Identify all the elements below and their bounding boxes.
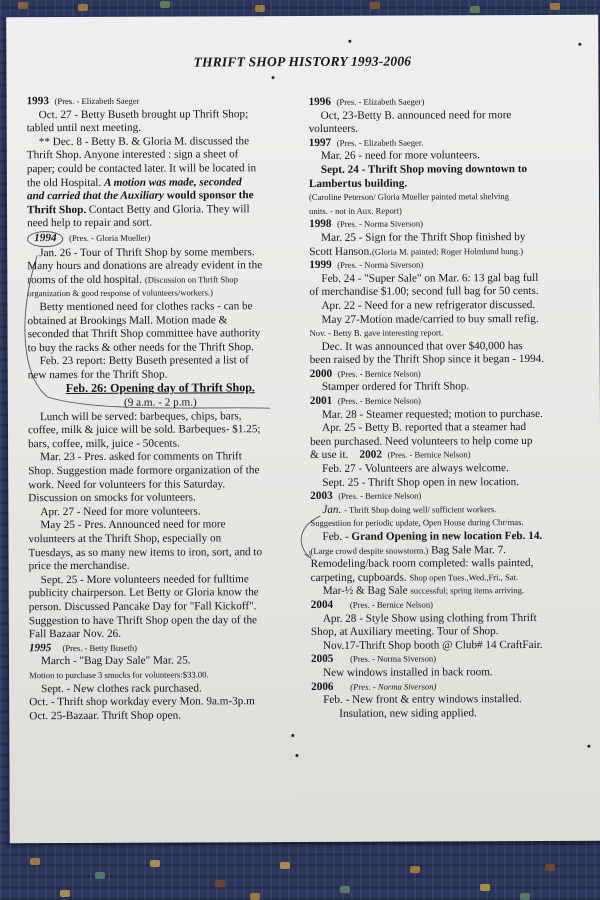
entry-text: new names for the Thrift Shop. <box>27 368 168 382</box>
president-1995: (Pres. - Betty Buseth) <box>62 642 138 653</box>
entry-mar-2001: Mar. 28 - Steamer requested; motion to purchase. <box>321 407 543 421</box>
entry-text: of merchandise $1.00; second full bag for 50 cents. <box>309 285 539 299</box>
entry-text: coffee, milk & juice will be sold. Barbeques- $1.25; <box>27 423 261 437</box>
entry-text: rooms of the old hospital. <box>27 273 143 286</box>
entry-note: Shop open Tues.,Wed.,Fri., Sat. <box>409 571 519 583</box>
entry-text: Contact Betty and Gloria. They will <box>88 202 250 216</box>
year-1999: 1999 <box>309 259 332 272</box>
year-2001: 2001 <box>309 394 333 408</box>
president-2000: (Pres. - Bernice Nelson) <box>337 368 421 379</box>
entry-feb23-1994: Feb. 23 report: Betty Buseth presented a list of <box>39 354 249 368</box>
entry-feb-2003: Feb. - <box>322 530 349 543</box>
left-column <box>27 94 295 723</box>
entry-note: (Discussion on Thrift Shop <box>144 274 239 285</box>
entry-text: Thrift Shop. <box>27 203 87 216</box>
entry-text: to buy the racks & other needs for the Thrift Shop. <box>27 340 254 354</box>
president-1994: (Pres. - Gloria Mueller) <box>69 232 151 243</box>
entry-mar23-1994: Mar. 23 - Pres. asked for comments on Thrift <box>40 450 242 464</box>
entry-text: Shop. Suggestion made formore organization of the <box>28 464 260 478</box>
entry-note: (Caroline Peterson/ Gloria Mueller painted metal shelving <box>308 191 510 203</box>
year-2003: 2003 <box>310 490 333 503</box>
entry-mar-1997: Mar. 26 - need for more volunteers. <box>320 149 480 163</box>
entry-note: organization & good response of volunteers/workers.) <box>27 287 213 299</box>
entry-sep-1997: Sept. 24 - Thrift Shop moving downtown to <box>320 162 528 176</box>
entry-text: Many hours and donations are already evident in the <box>27 259 263 273</box>
grand-opening-heading: Grand Opening in new location Feb. 14. <box>351 529 543 543</box>
entry-dec-1999: Dec. It was announced that over $40,000 has <box>321 339 523 353</box>
entry-text: would sponsor the <box>166 189 254 202</box>
year-1996: 1996 <box>308 95 331 108</box>
entry-note: (Large crowd despite snowstorm.) <box>310 545 429 556</box>
entry-feb-2002: Feb. 27 - Volunteers are always welcome. <box>322 462 509 475</box>
president-2001: (Pres. - Bernice Nelson) <box>337 395 421 406</box>
president-2005: (Pres. - Norma Siverson) <box>350 653 437 665</box>
entry-2000: Stamper ordered for Thrift Shop. <box>321 380 470 394</box>
entry-text: obtained at Brookings Mall. Motion made & <box>27 313 228 327</box>
entry-text: Thrift Shop. Anyone interested : sign a sheet of <box>26 148 239 162</box>
entry-note: (Gloria M. painted; Roger Holmlund hung.) <box>371 245 524 257</box>
entry-text: & use it. <box>310 449 349 462</box>
year-2006: 2006 <box>311 680 334 693</box>
entry-text: person. Discussed Pancake Day for "Fall Kickoff". <box>28 600 257 614</box>
president-1997: (Pres. - Elizabeth Saeger. <box>336 137 424 148</box>
entry-text: Bag Sale Mar. 7. <box>431 543 506 557</box>
entry-dec8-1993: ** Dec. 8 - Betty B. & Gloria M. discussed the <box>38 135 250 148</box>
entry-may25-1994: May 25 - Pres. Announced need for more <box>40 518 226 532</box>
entry-text: Mar-½ & Bag Sale <box>322 584 408 598</box>
entry-text: carpeting, cupboards. <box>310 571 407 584</box>
year-1995: 1995 <box>28 641 52 654</box>
entry-text: seconded that Thrift Shop committee have authority <box>27 327 261 341</box>
motion-highlight: A motion was made, seconded <box>103 175 242 189</box>
president-2006: (Pres. - Norma Siverson) <box>350 680 437 692</box>
entry-feb-2006: Feb. - New front & entry windows installed. <box>323 693 522 707</box>
opening-day-heading: Feb. 26: Opening day of Thrift Shop. <box>65 380 255 396</box>
entry-text: paper; could be contacted later. It will be located in <box>26 162 257 176</box>
entry-text: Suggestion to have Thrift Shop open the day of the <box>28 613 258 627</box>
entry-mar-1998: Mar. 25 - Sign for the Thrift Shop finished by <box>321 230 526 244</box>
year-2000: 2000 <box>309 367 333 380</box>
president-1996: (Pres. - Elizabeth Saeger) <box>336 96 425 107</box>
entry-text: Insulation, new siding applied. <box>339 706 477 720</box>
entry-may-1999: May 27-Motion made/carried to buy small refig. <box>321 312 539 326</box>
entry-racks: Betty mentioned need for clothes racks - can be <box>39 300 253 314</box>
entry-remodeling: Remodeling/back room completed: walls painted, <box>310 557 534 571</box>
entry-text: bars, coffee, milk, juice - 50cents. <box>28 437 180 451</box>
entry-text: Tuesdays, as so many new items to iron, sort, and to <box>28 545 263 559</box>
entry-text: volunteers. <box>308 122 359 136</box>
opening-hours: (9 a.m. - 2 p.m.) <box>123 396 197 409</box>
entry-sep-2002: Sept. 25 - Thrift Shop open in new location. <box>322 475 520 489</box>
entry-apr27-1994: Apr. 27 - Need for more volunteers. <box>40 505 201 518</box>
entry-text: Discussion on smocks for volunteers. <box>28 491 196 505</box>
entry-jan26-1994: Jan. 26 - Tour of Thrift Shop by some members. <box>39 245 255 259</box>
entry-text: volunteers at the Thrift Shop, especially on <box>28 532 222 546</box>
page-title: THRIFT SHOP HISTORY 1993-2006 <box>193 53 412 70</box>
president-2002: (Pres. - Bernice Nelson) <box>387 449 471 461</box>
entry-text: price the merchandise. <box>28 559 130 573</box>
year-2004: 2004 <box>310 598 334 611</box>
entry-text: been purchased. Need volunteers to help come up <box>310 434 533 448</box>
entry-text: work. Need for volunteers for this Saturday. <box>28 477 226 491</box>
entry-apr-2001: Apr. 25 - Betty B. reported that a steamer had <box>321 421 527 435</box>
right-column <box>309 95 592 722</box>
year-1997: 1997 <box>308 136 332 149</box>
entry-sep-1995: Sept. - New clothes rack purchased. <box>41 681 202 695</box>
year-2005: 2005 <box>310 653 334 666</box>
entry-sep25-1994: Sept. 25 - More volunteers needed for fulltime <box>40 573 249 586</box>
year-1994-circled: 1994 <box>27 231 63 247</box>
entry-note: Nov. - Betty B. gave interesting report. <box>309 327 444 339</box>
president-1999: (Pres. - Norma Siverson) <box>337 259 424 270</box>
president-2003: (Pres. - Bernice Nelson) <box>338 490 422 502</box>
entry-text: Fall Bazaar Nov. 26. <box>28 627 122 641</box>
entry-note: Motion to purchase 3 smocks for volunteers:$33.00. <box>29 669 209 681</box>
entry-apr-1999: Apr. 22 - Need for a new refrigerator discussed. <box>321 298 536 312</box>
entry-text: tabled until next meeting. <box>26 121 142 135</box>
entry-note: - Thrift Shop doing well/ sufficient workers. <box>344 503 497 515</box>
document-page <box>6 15 600 844</box>
entry-note: units. - not in Aux. Report) <box>309 205 402 216</box>
entry-lunch: Lunch will be served: barbeques, chips, bars, <box>39 409 242 423</box>
year-1993: 1993 <box>26 95 49 108</box>
entry-apr-2004: Apr. 28 - Style Show using clothing from Thrift <box>322 611 537 625</box>
entry-text: Lambertus building. <box>308 177 408 190</box>
entry-text: Scott Hanson. <box>309 245 373 258</box>
entry-oct-1995: Oct. - Thrift shop workday every Mon. 9a.m-3p.m <box>29 695 255 709</box>
entry-jan-2003: Jan. <box>322 503 342 516</box>
entry-note: successful; spring items arriving. <box>410 585 525 596</box>
entry-text: been raised by the Thrift Shop since it began - 1994. <box>309 353 545 367</box>
motion-highlight: and carried that the Auxiliary <box>26 189 164 203</box>
president-1993: (Pres. - Elizabeth Saeger <box>54 95 140 107</box>
president-2004: (Pres. - Bernice Nelson) <box>349 599 433 610</box>
president-1998: (Pres. - Norma Siverson) <box>337 218 424 230</box>
entry-text: the old Hospital. <box>26 176 102 189</box>
entry-text: Shop, at Auxiliary meeting. Tour of Shop. <box>310 625 499 639</box>
entry-feb-1999: Feb. 24 - "Super Sale" on Mar. 6: 13 gal bag full <box>321 271 539 285</box>
entry-nov-2004: Nov.17-Thrift Shop booth @ Club# 14 CraftFair. <box>322 638 543 652</box>
entry-text: publicity chairperson. Let Betty or Gloria know the <box>28 586 259 600</box>
entry-note: Suggestiion for periodic update, Open House during Chr/mas. <box>310 517 524 529</box>
year-2002: 2002 <box>359 449 382 462</box>
entry-oct-1996: Oct, 23-Betty B. announced need for more <box>320 108 512 122</box>
entry-mar-1995: March - "Bag Day Sale" Mar. 25. <box>40 654 191 668</box>
entry-oct27-1993: Oct. 27 - Betty Buseth brought up Thrift Shop; <box>38 107 249 121</box>
year-1998: 1998 <box>309 218 332 231</box>
entry-text: Oct. 25-Bazaar. Thrift Shop open. <box>29 709 181 722</box>
entry-text: need help to repair and sort. <box>27 217 153 230</box>
entry-2005: New windows installed in back room. <box>323 666 493 679</box>
